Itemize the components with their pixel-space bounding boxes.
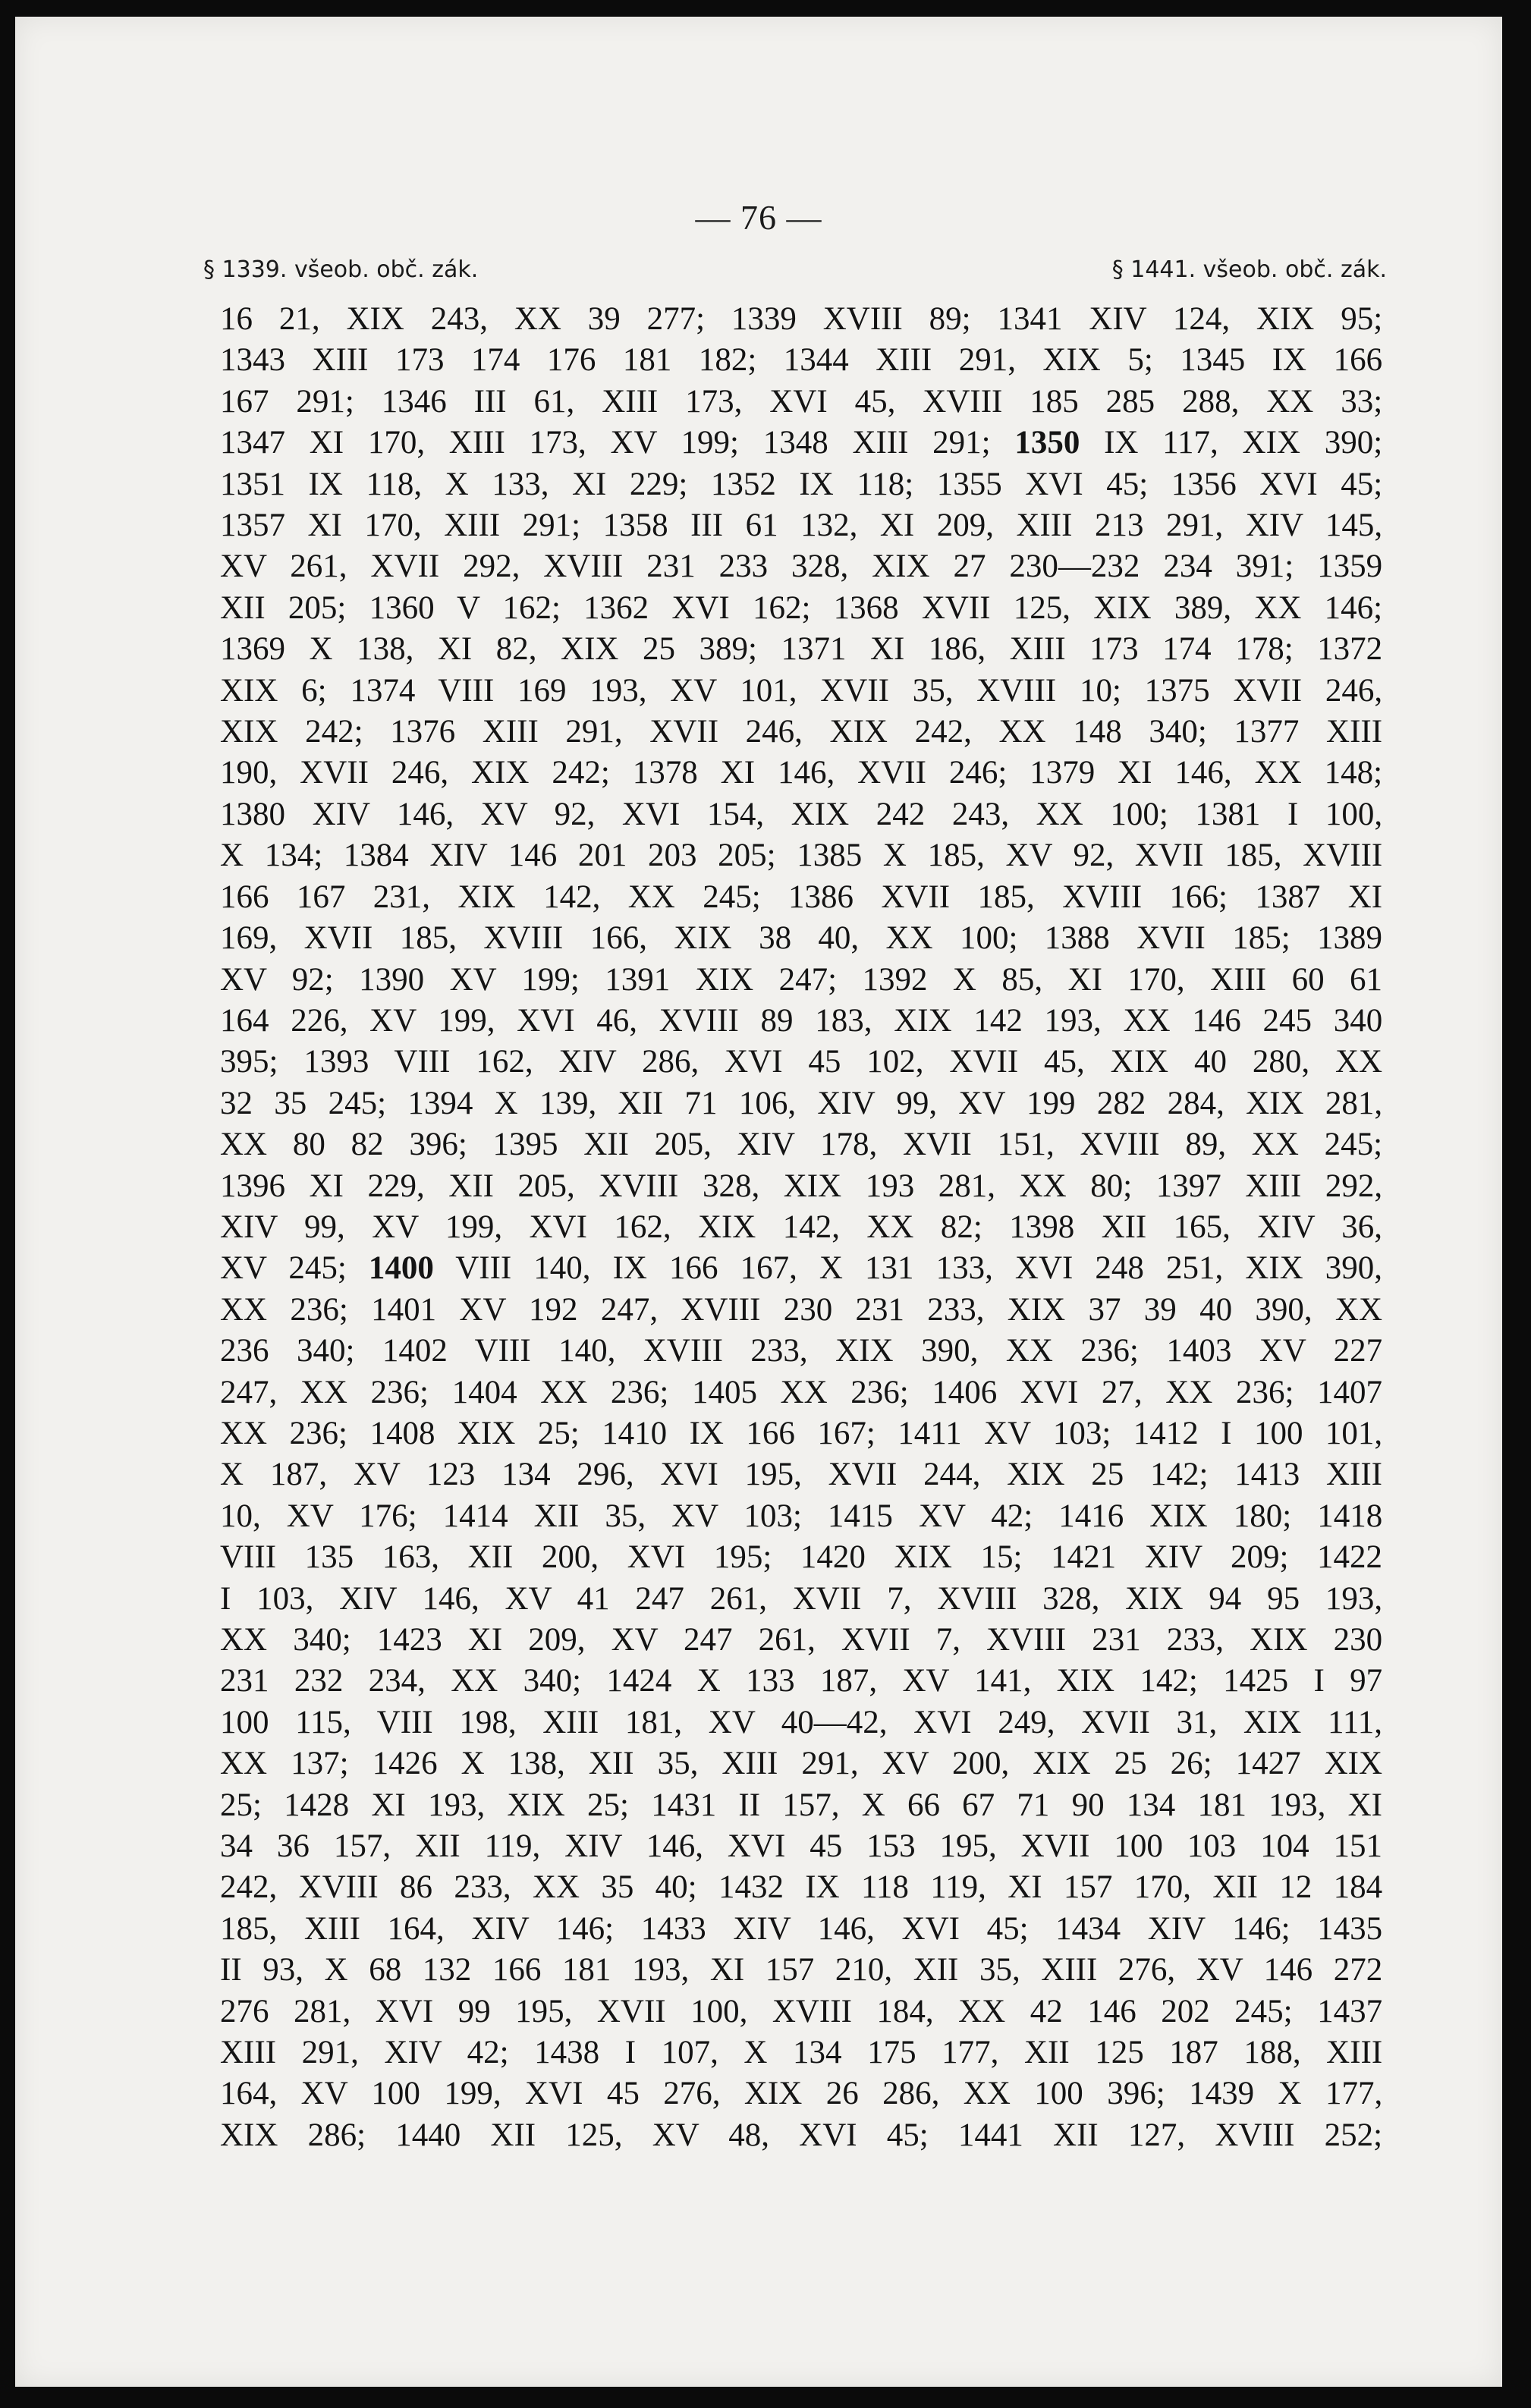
index-line: XX 137; 1426 X 138, XII 35, XIII 291, XV 200, XIX 25 26; 1427 XIX	[220, 1746, 1383, 1782]
index-line: XIV 99, XV 199, XVI 162, XIX 142, XX 82; 1398 XII 165, XIV 36,	[220, 1209, 1383, 1245]
index-line: XX 236; 1401 XV 192 247, XVIII 230 231 233, XIX 37 39 40 390, XX	[220, 1291, 1382, 1328]
index-line: 276 281, XVI 99 195, XVII 100, XVIII 184, XX 42 146 202 245; 1437	[220, 1993, 1383, 2029]
bold-section-number: 1400	[368, 1250, 434, 1287]
index-line: 16 21, XIX 243, XX 39 277; 1339 XVIII 89; 1341 XIV 124, XIX 95;	[220, 301, 1383, 337]
index-line: 1347 XI 170, XIII 173, XV 199; 1348 XIII 291; 1350 IX 117, XIX 390;	[220, 425, 1383, 461]
index-line: I 103, XIV 146, XV 41 247 261, XVII 7, XVIII 328, XIX 94 95 193,	[220, 1580, 1383, 1617]
index-line: XIX 286; 1440 XII 125, XV 48, XVI 45; 1441 XII 127, XVIII 252;	[220, 2117, 1383, 2153]
running-head-left: § 1339. všeob. obč. zák.	[203, 256, 479, 283]
index-line: VIII 135 163, XII 200, XVI 195; 1420 XIX 15; 1421 XIV 209; 1422	[220, 1539, 1383, 1576]
index-line: 10, XV 176; 1414 XII 35, XV 103; 1415 XV 42; 1416 XIX 180; 1418	[220, 1498, 1383, 1534]
index-line: X 187, XV 123 134 296, XVI 195, XVII 244, XIX 25 142; 1413 XIII	[220, 1457, 1382, 1493]
index-line: 100 115, VIII 198, XIII 181, XV 40—42, XVI 249, XVII 31, XIX 111,	[220, 1704, 1383, 1740]
index-line: 25; 1428 XI 193, XIX 25; 1431 II 157, X 66 67 71 90 134 181 193, XI	[220, 1787, 1382, 1823]
index-line: XV 245; 1400 VIII 140, IX 166 167, X 131 133, XVI 248 251, XIX 390,	[220, 1250, 1383, 1287]
index-body	[220, 299, 1382, 2156]
index-line: 190, XVII 246, XIX 242; 1378 XI 146, XVII 246; 1379 XI 146, XX 148;	[220, 755, 1383, 791]
running-head-right: § 1441. všeob. obč. zák.	[1111, 256, 1387, 283]
index-line: 32 35 245; 1394 X 139, XII 71 106, XIV 99, XV 199 282 284, XIX 281,	[220, 1085, 1383, 1121]
scanned-page	[15, 17, 1502, 2387]
index-line: 231 232 234, XX 340; 1424 X 133 187, XV 141, XIX 142; 1425 I 97	[220, 1663, 1383, 1699]
index-line: X 134; 1384 XIV 146 201 203 205; 1385 X 185, XV 92, XVII 185, XVIII	[220, 838, 1383, 874]
index-line: 166 167 231, XIX 142, XX 245; 1386 XVII 185, XVIII 166; 1387 XI	[220, 879, 1383, 915]
bold-section-number: 1350	[1014, 425, 1080, 461]
index-line: 395; 1393 VIII 162, XIV 286, XVI 45 102, XVII 45, XIX 40 280, XX	[220, 1044, 1383, 1080]
index-line: XIX 6; 1374 VIII 169 193, XV 101, XVII 35, XVIII 10; 1375 XVII 246,	[220, 672, 1383, 709]
index-line: 185, XIII 164, XIV 146; 1433 XIV 146, XVI 45; 1434 XIV 146; 1435	[220, 1910, 1383, 1947]
index-line: 247, XX 236; 1404 XX 236; 1405 XX 236; 1406 XVI 27, XX 236; 1407	[220, 1374, 1382, 1410]
index-line: XV 92; 1390 XV 199; 1391 XIX 247; 1392 X 85, XI 170, XIII 60 61	[220, 961, 1382, 998]
index-line: 167 291; 1346 III 61, XIII 173, XVI 45, XVIII 185 285 288, XX 33;	[220, 383, 1383, 420]
index-line: XV 261, XVII 292, XVIII 231 233 328, XIX 27 230—232 234 391; 1359	[220, 549, 1383, 585]
index-line: 34 36 157, XII 119, XIV 146, XVI 45 153 195, XVII 100 103 104 151	[220, 1828, 1383, 1865]
index-line: XIX 242; 1376 XIII 291, XVII 246, XIX 242, XX 148 340; 1377 XIII	[220, 714, 1383, 750]
index-line: 164 226, XV 199, XVI 46, XVIII 89 183, XIX 142 193, XX 146 245 340	[220, 1002, 1383, 1039]
index-line: 242, XVIII 86 233, XX 35 40; 1432 IX 118 119, XI 157 170, XII 12 184	[220, 1869, 1383, 1906]
index-line: 169, XVII 185, XVIII 166, XIX 38 40, XX 100; 1388 XVII 185; 1389	[220, 920, 1382, 957]
index-line: 1343 XIII 173 174 176 181 182; 1344 XIII 291, XIX 5; 1345 IX 166	[220, 342, 1383, 379]
index-line: XII 205; 1360 V 162; 1362 XVI 162; 1368 XVII 125, XIX 389, XX 146;	[220, 589, 1383, 626]
index-line: XX 340; 1423 XI 209, XV 247 261, XVII 7, XVIII 231 233, XIX 230	[220, 1622, 1383, 1658]
index-line: 1357 XI 170, XIII 291; 1358 III 61 132, XI 209, XIII 213 291, XIV 145,	[220, 508, 1383, 544]
index-line: II 93, X 68 132 166 181 193, XI 157 210, XII 35, XIII 276, XV 146 272	[220, 1952, 1383, 1988]
page-number: — 76 —	[695, 198, 822, 237]
index-line: XX 80 82 396; 1395 XII 205, XIV 178, XVII 151, XVIII 89, XX 245;	[220, 1127, 1383, 1163]
index-line: 1396 XI 229, XII 205, XVIII 328, XIX 193 281, XX 80; 1397 XIII 292,	[220, 1168, 1383, 1204]
index-line: XX 236; 1408 XIX 25; 1410 IX 166 167; 1411 XV 103; 1412 I 100 101,	[220, 1415, 1383, 1451]
index-line: XIII 291, XIV 42; 1438 I 107, X 134 175 177, XII 125 187 188, XIII	[220, 2035, 1383, 2071]
index-line: 164, XV 100 199, XVI 45 276, XIX 26 286, XX 100 396; 1439 X 177,	[220, 2076, 1383, 2112]
index-line: 236 340; 1402 VIII 140, XVIII 233, XIX 390, XX 236; 1403 XV 227	[220, 1333, 1383, 1369]
index-line: 1369 X 138, XI 82, XIX 25 389; 1371 XI 186, XIII 173 174 178; 1372	[220, 631, 1383, 668]
index-line: 1351 IX 118, X 133, XI 229; 1352 IX 118; 1355 XVI 45; 1356 XVI 45;	[220, 466, 1383, 502]
index-line: 1380 XIV 146, XV 92, XVI 154, XIX 242 243, XX 100; 1381 I 100,	[220, 796, 1383, 832]
